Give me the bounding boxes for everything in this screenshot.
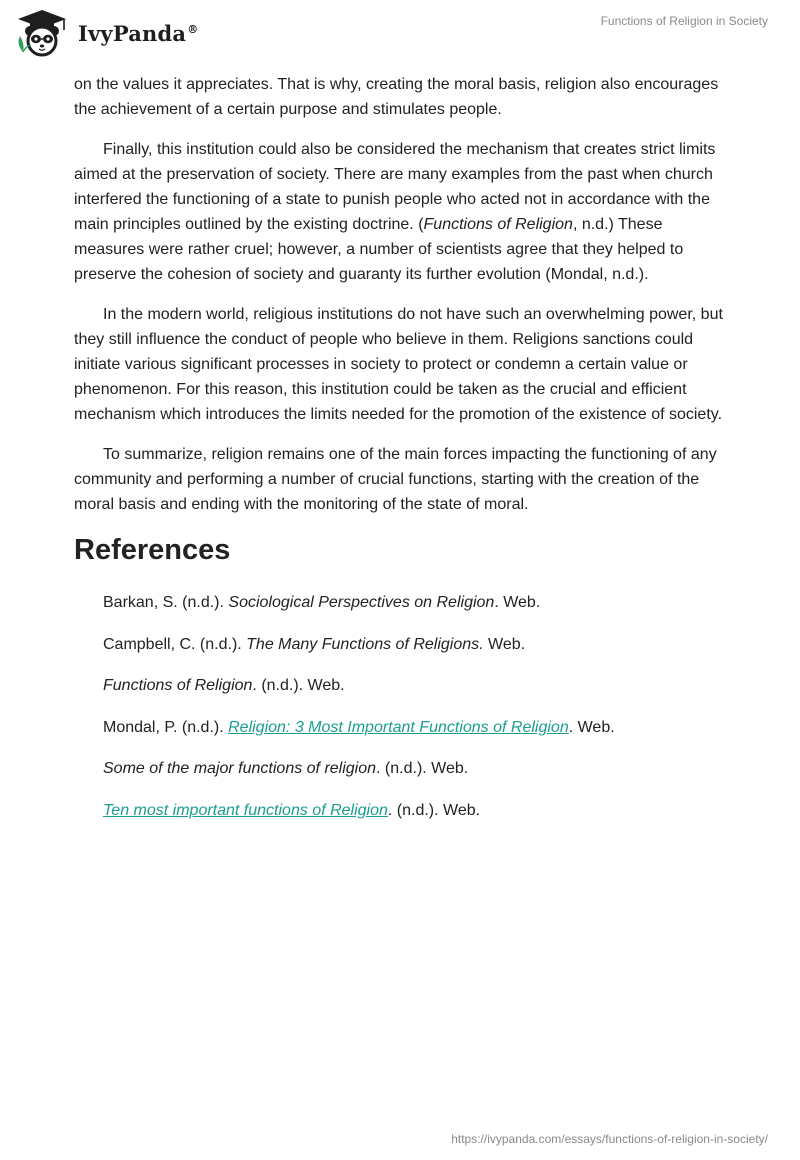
citation-title: Functions of Religion: [423, 216, 573, 233]
paragraph-2: Finally, this institution could also be considered the mechanism that creates strict limits aimed at the preservation of society. There are many examples from the past when church interfered the functioning of a state to punish people who acted not in accordance with the main principles outlined by the existing doctrine. (Functions of Religion, n.d.) These measures were rather cruel; however, a number of scientists agree that they helped to preserve the cohesion of society and guaranty its further evolution (Mondal, n.d.).: [74, 141, 716, 283]
reference-item-4: Mondal, P. (n.d.). Religion: 3 Most Important Functions of Religion. Web.: [103, 718, 615, 736]
references-heading: References: [74, 534, 231, 566]
paragraph-3: In the modern world, religious institutions do not have such an overwhelming power, but they still influence the conduct of people who believe in them. Religions sanctions could initiate various significant processes in society to protect or condemn a certain value or phenomenon. For this reason, this institution could be taken as the crucial and efficient mechanism which introduces the limits needed for the promotion of the existence of society.: [74, 306, 723, 423]
paragraph-1: on the values it appreciates. That is why, creating the moral basis, religion also encourages the achievement of a certain purpose and stimulates people.: [74, 76, 719, 118]
reference-item-1: Barkan, S. (n.d.). Sociological Perspectives on Religion. Web.: [103, 594, 541, 611]
page-header: [0, 0, 800, 70]
reference-item-5: Some of the major functions of religion. (n.d.). Web.: [103, 760, 469, 778]
references-list: [74, 590, 728, 823]
reference-item-6: Ten most important functions of Religion. (n.d.). Web.: [103, 801, 481, 819]
panda-graduate-logo-icon: [14, 8, 70, 58]
reference-item-2: Campbell, C. (n.d.). The Many Functions of Religions. Web.: [103, 635, 526, 653]
reference-item-3: Functions of Religion. (n.d.). Web.: [103, 677, 345, 695]
running-title: Functions of Religion in Society: [600, 14, 768, 28]
paragraph-4: To summarize, religion remains one of the main forces impacting the functioning of any community and performing a number of crucial functions, starting with the creation of the moral basis and ending with the monitoring of the state of moral.: [74, 446, 717, 513]
brand-name: IvyPanda®: [78, 20, 199, 46]
reference-link-mondal[interactable]: Religion: 3 Most Important Functions of Religion: [228, 718, 569, 736]
reference-link-ten-functions[interactable]: Ten most important functions of Religion: [103, 801, 388, 819]
logo[interactable]: [14, 8, 198, 58]
footer-url: https://ivypanda.com/essays/functions-of-religion-in-society/: [451, 1132, 768, 1146]
essay-content: [74, 72, 728, 840]
